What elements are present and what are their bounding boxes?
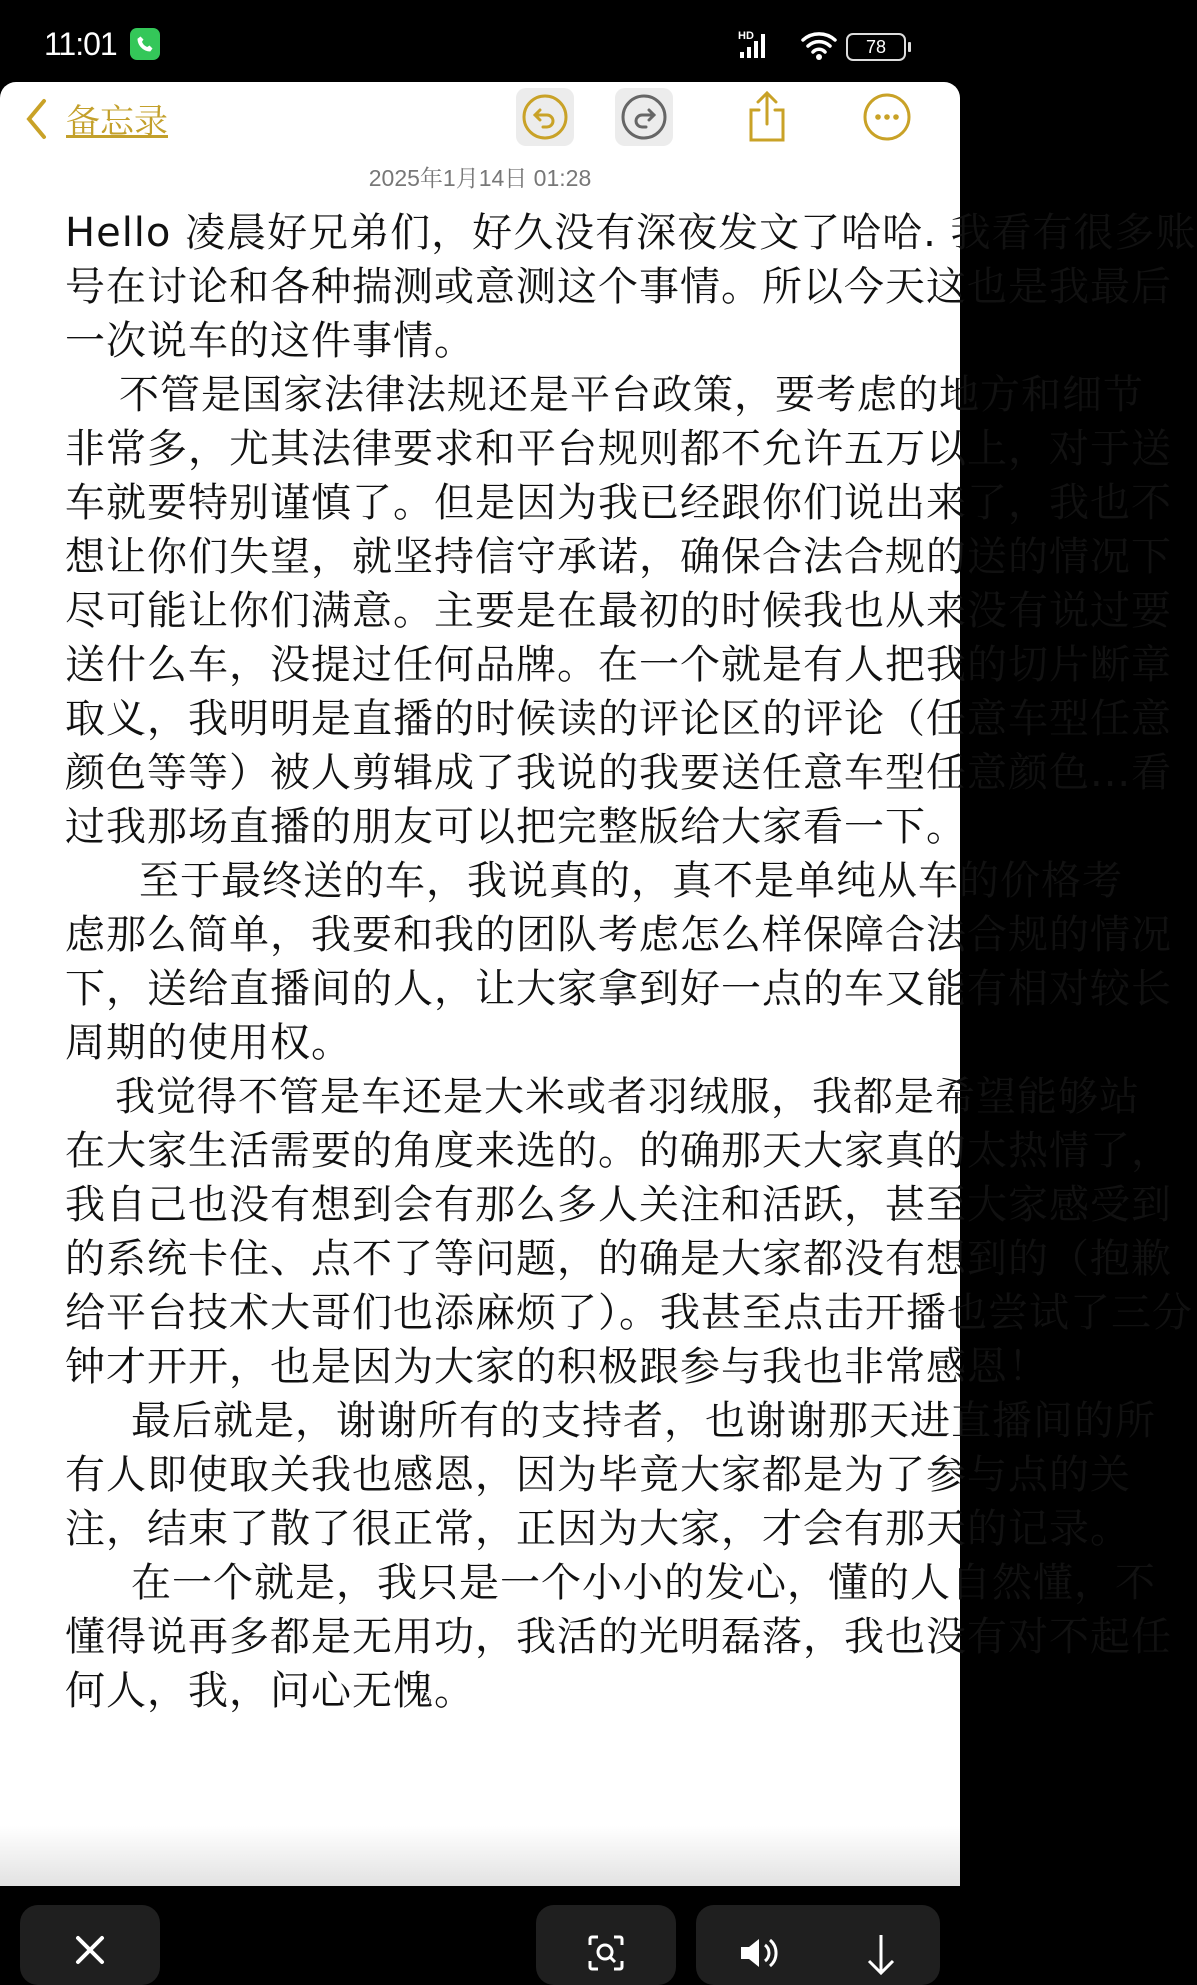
cellular-signal-icon bbox=[738, 28, 792, 66]
more-icon bbox=[862, 92, 912, 142]
text-line: 的系统卡住、点不了等问题，的确是大家都没有想到的（抱歉 bbox=[65, 1236, 1172, 1282]
text-line: 过我那场直播的朋友可以把完整版给大家看一下。 bbox=[65, 804, 967, 850]
status-bar bbox=[0, 0, 960, 82]
more-options-button[interactable] bbox=[858, 88, 916, 146]
paragraph bbox=[65, 1070, 1193, 1394]
text-line: 下，送给直播间的人，让大家拿到好一点的车又能有相对较长 bbox=[65, 966, 1172, 1012]
text-line: 钟才开开，也是因为大家的积极跟参与我也非常感恩！ bbox=[65, 1344, 1049, 1390]
text-line: 我觉得不管是车还是大米或者羽绒服，我都是希望能够站 bbox=[115, 1074, 1140, 1120]
scan-search-button[interactable] bbox=[536, 1905, 676, 1985]
phone-call-icon[interactable] bbox=[130, 28, 160, 60]
undo-button[interactable] bbox=[516, 88, 574, 146]
close-icon bbox=[73, 1933, 107, 1967]
text-line: 我自己也没有想到会有那么多人关注和活跃，甚至大家感受到 bbox=[65, 1182, 1172, 1228]
text-line: 至于最终送的车，我说真的，真不是单纯从车的价格考 bbox=[139, 858, 1123, 904]
text-line: 不管是国家法律法规还是平台政策，要考虑的地方和细节 bbox=[119, 372, 1144, 418]
note-body[interactable] bbox=[65, 206, 1197, 1718]
share-button[interactable] bbox=[738, 88, 796, 146]
text-line: 在大家生活需要的角度来选的。的确那天大家真的太热情了， bbox=[65, 1128, 1172, 1174]
undo-icon bbox=[521, 93, 569, 141]
wifi-icon bbox=[800, 28, 840, 66]
text-line: 注，结束了散了很正常，正因为大家，才会有那天的记录。 bbox=[65, 1506, 1131, 1552]
text-line: 懂得说再多都是无用功，我活的光明磊落，我也没有对不起任 bbox=[65, 1614, 1172, 1660]
text-line: Hello 凌晨好兄弟们，好久没有深夜发文了哈哈. 我看有很多账 bbox=[65, 210, 1197, 256]
paragraph bbox=[65, 206, 1197, 368]
scan-search-icon bbox=[586, 1933, 626, 1973]
text-line: 非常多，尤其法律要求和平台规则都不允许五万以上，对于送 bbox=[65, 426, 1172, 472]
back-button[interactable] bbox=[24, 94, 168, 143]
text-line: 在一个就是，我只是一个小小的发心，懂的人自然懂，不 bbox=[131, 1560, 1156, 1606]
redo-icon bbox=[620, 93, 668, 141]
notes-screen bbox=[0, 82, 1197, 1886]
paragraph bbox=[65, 1394, 1156, 1556]
text-line: 颜色等等）被人剪辑成了我说的我要送任意车型任意颜色...看 bbox=[65, 750, 1173, 796]
share-icon bbox=[743, 90, 791, 144]
text-line: 何人，我，问心无愧。 bbox=[65, 1668, 475, 1714]
paragraph bbox=[65, 854, 1172, 1070]
note-date: 2025年1月14日 01:28 bbox=[368, 165, 592, 191]
status-time: 11:01 bbox=[44, 26, 117, 62]
text-line: 给平台技术大哥们也添麻烦了）。我甚至点击开播也尝试了三分 bbox=[65, 1290, 1193, 1336]
network-hd-label: HD bbox=[738, 30, 754, 42]
redo-button[interactable] bbox=[615, 88, 673, 146]
text-line: 想让你们失望，就坚持信守承诺，确保合法合规的送的情况下 bbox=[65, 534, 1172, 580]
close-button[interactable] bbox=[20, 1905, 160, 1985]
text-line: 送什么车，没提过任何品牌。在一个就是有人把我的切片断章 bbox=[65, 642, 1172, 688]
text-line: 尽可能让你们满意。主要是在最初的时候我也从来没有说过要 bbox=[65, 588, 1172, 634]
text-line: 最后就是，谢谢所有的支持者，也谢谢那天进直播间的所 bbox=[131, 1398, 1156, 1444]
text-line: 周期的使用权。 bbox=[65, 1020, 352, 1066]
chevron-left-icon bbox=[24, 97, 48, 141]
media-actions bbox=[696, 1905, 940, 1985]
text-line: 取义，我明明是直播的时候读的评论区的评论（任意车型任意 bbox=[65, 696, 1172, 742]
speaker-icon[interactable] bbox=[737, 1933, 781, 1973]
back-label: 备忘录 bbox=[66, 102, 168, 142]
download-icon[interactable] bbox=[863, 1933, 899, 1977]
text-line: 虑那么简单，我要和我的团队考虑怎么样保障合法合规的情况 bbox=[65, 912, 1172, 958]
paragraph bbox=[65, 368, 1173, 854]
text-line: 号在讨论和各种揣测或意测这个事情。所以今天这也是我最后 bbox=[65, 264, 1172, 310]
text-line: 有人即使取关我也感恩，因为毕竟大家都是为了参与点的关 bbox=[65, 1452, 1131, 1498]
text-line: 一次说车的这件事情。 bbox=[65, 318, 475, 364]
paragraph bbox=[65, 1556, 1172, 1718]
bottom-toolbar-fade bbox=[0, 1826, 960, 1886]
text-line: 车就要特别谨慎了。但是因为我已经跟你们说出来了，我也不 bbox=[65, 480, 1172, 526]
battery-indicator: 78 bbox=[846, 33, 906, 61]
